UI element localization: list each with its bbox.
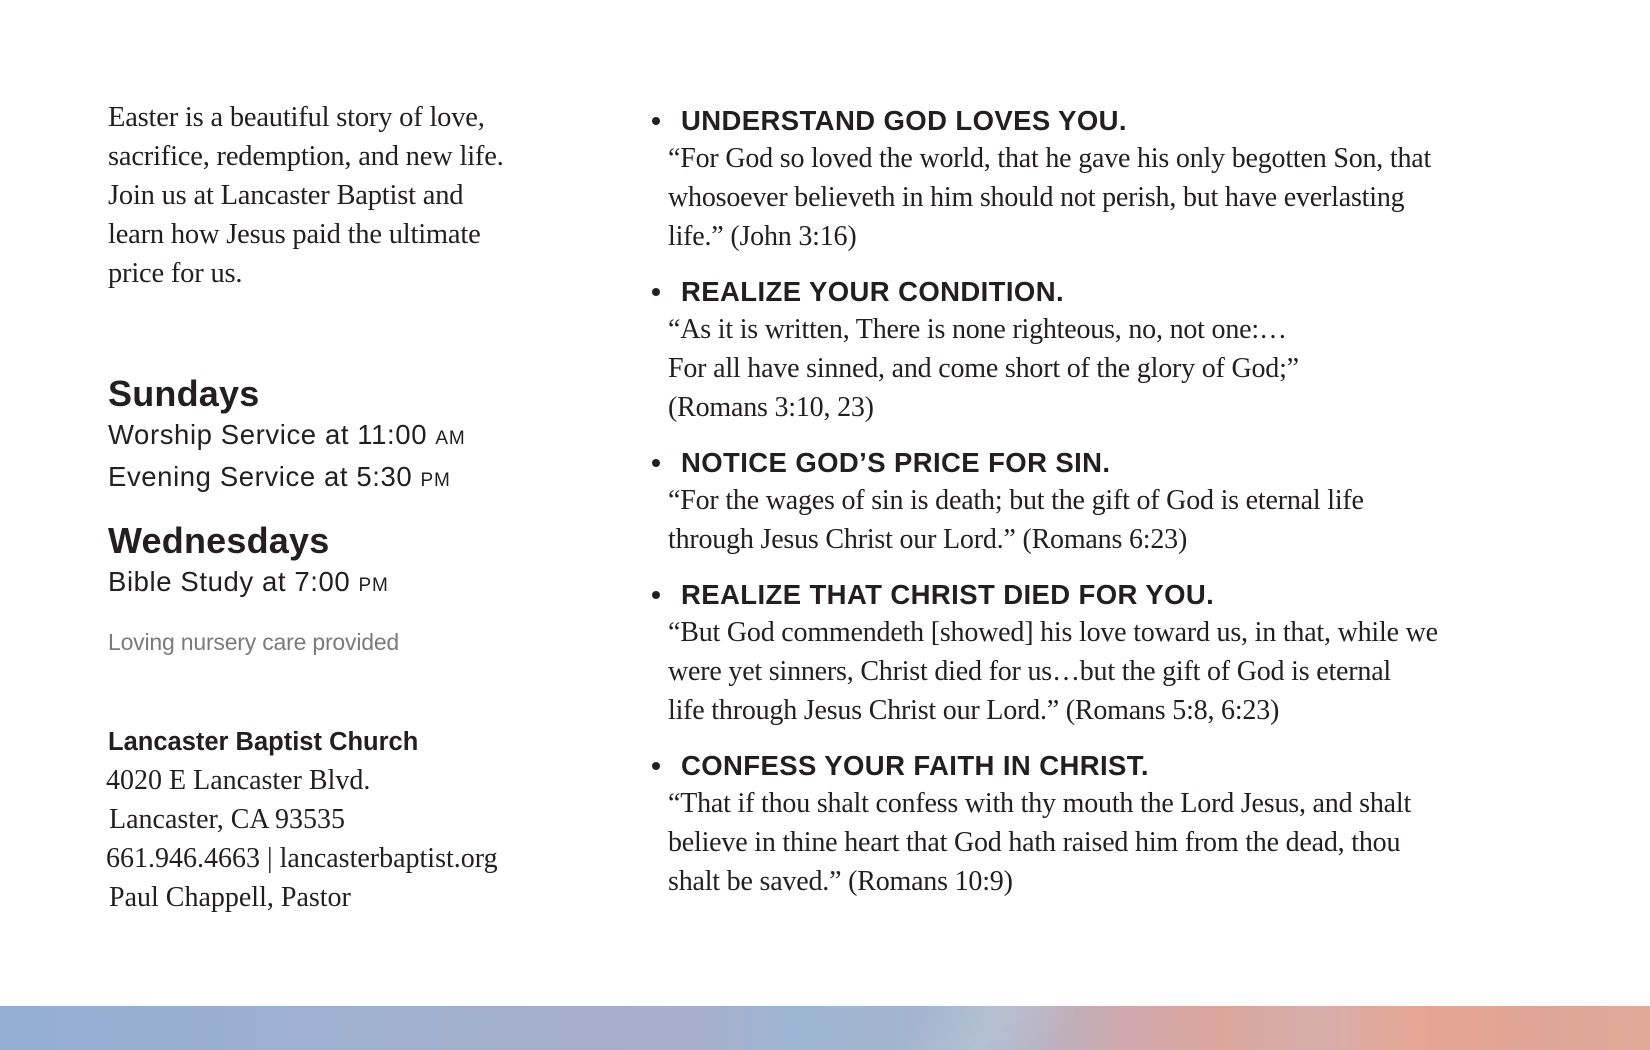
ampm-label: AM: [435, 428, 466, 449]
gospel-steps-list: [648, 103, 1548, 919]
bullet-icon: [652, 459, 660, 467]
ampm-label: PM: [358, 575, 389, 596]
wednesdays-block: [108, 519, 578, 605]
step-heading-text: REALIZE THAT CHRIST DIED FOR YOU.: [681, 579, 1215, 610]
service-label: Bible Study at 7:00: [108, 566, 359, 597]
church-contact-block: [106, 723, 606, 917]
ampm-label: PM: [420, 470, 451, 491]
step-item: [648, 748, 1548, 901]
church-contact: 661.946.4663 | lancasterbaptist.org: [106, 843, 498, 874]
verse-line: “For God so loved the world, that he gave his only begotten Son, that: [668, 143, 1432, 174]
service-time: [108, 458, 578, 500]
step-heading: [648, 274, 1548, 310]
church-address-line1: 4020 E Lancaster Blvd.: [106, 765, 371, 796]
service-schedule: [108, 372, 578, 605]
step-heading-text: NOTICE GOD’S PRICE FOR SIN.: [681, 447, 1111, 478]
verse-line: believe in thine heart that God hath raised him from the dead, thou: [668, 827, 1401, 858]
step-item: [648, 577, 1548, 730]
intro-line: price for us.: [108, 258, 243, 289]
verse-line: life.” (John 3:16): [668, 221, 857, 252]
step-verse: [668, 784, 1548, 901]
step-heading: [648, 103, 1548, 139]
step-heading: [648, 577, 1548, 613]
verse-line: “But God commendeth [showed] his love toward us, in that, while we: [668, 617, 1438, 648]
verse-line: “As it is written, There is none righteous, no, not one:…: [668, 314, 1287, 345]
step-heading: [648, 445, 1548, 481]
bullet-icon: [652, 117, 660, 125]
step-item: [648, 274, 1548, 427]
church-address-line2: Lancaster, CA 93535: [109, 804, 346, 835]
verse-line: “For the wages of sin is death; but the gift of God is eternal life: [668, 485, 1364, 516]
sundays-block: [108, 372, 578, 500]
church-pastor: Paul Chappell, Pastor: [109, 882, 351, 913]
intro-line: sacrifice, redemption, and new life.: [108, 141, 504, 172]
sundays-title: Sundays: [108, 373, 260, 414]
step-item: [648, 445, 1548, 559]
church-name: Lancaster Baptist Church: [108, 728, 419, 756]
step-heading-text: CONFESS YOUR FAITH IN CHRIST.: [681, 750, 1149, 781]
step-verse: [668, 481, 1548, 559]
service-label: Worship Service at 11:00: [108, 419, 436, 450]
service-label: Evening Service at 5:30: [108, 461, 421, 492]
intro-line: Join us at Lancaster Baptist and: [108, 180, 464, 211]
intro-paragraph: [108, 98, 578, 293]
bullet-icon: [652, 762, 660, 770]
wednesdays-title: Wednesdays: [108, 520, 330, 561]
service-time: [108, 416, 578, 458]
step-heading-text: REALIZE YOUR CONDITION.: [681, 276, 1065, 307]
verse-line: whosoever believeth in him should not perish, but have everlasting: [668, 182, 1405, 213]
step-heading: [648, 748, 1548, 784]
verse-line: For all have sinned, and come short of the glory of God;”: [668, 353, 1299, 384]
verse-line: were yet sinners, Christ died for us…but the gift of God is eternal: [668, 656, 1391, 687]
verse-line: (Romans 3:10, 23): [668, 392, 874, 423]
verse-line: shalt be saved.” (Romans 10:9): [668, 866, 1013, 897]
verse-line: “That if thou shalt confess with thy mouth the Lord Jesus, and shalt: [668, 788, 1412, 819]
verse-line: through Jesus Christ our Lord.” (Romans 6:23): [668, 524, 1188, 555]
service-time: [108, 563, 578, 605]
step-item: [648, 103, 1548, 256]
bullet-icon: [652, 288, 660, 296]
step-heading-text: UNDERSTAND GOD LOVES YOU.: [681, 105, 1127, 136]
intro-line: learn how Jesus paid the ultimate: [108, 219, 481, 250]
step-verse: [668, 310, 1548, 427]
decorative-sky-band: [0, 1006, 1650, 1050]
intro-line: Easter is a beautiful story of love,: [108, 102, 485, 133]
nursery-note: Loving nursery care provided: [108, 629, 400, 655]
step-verse: [668, 613, 1548, 730]
step-verse: [668, 139, 1548, 256]
verse-line: life through Jesus Christ our Lord.” (Romans 5:8, 6:23): [668, 695, 1280, 726]
bullet-icon: [652, 591, 660, 599]
